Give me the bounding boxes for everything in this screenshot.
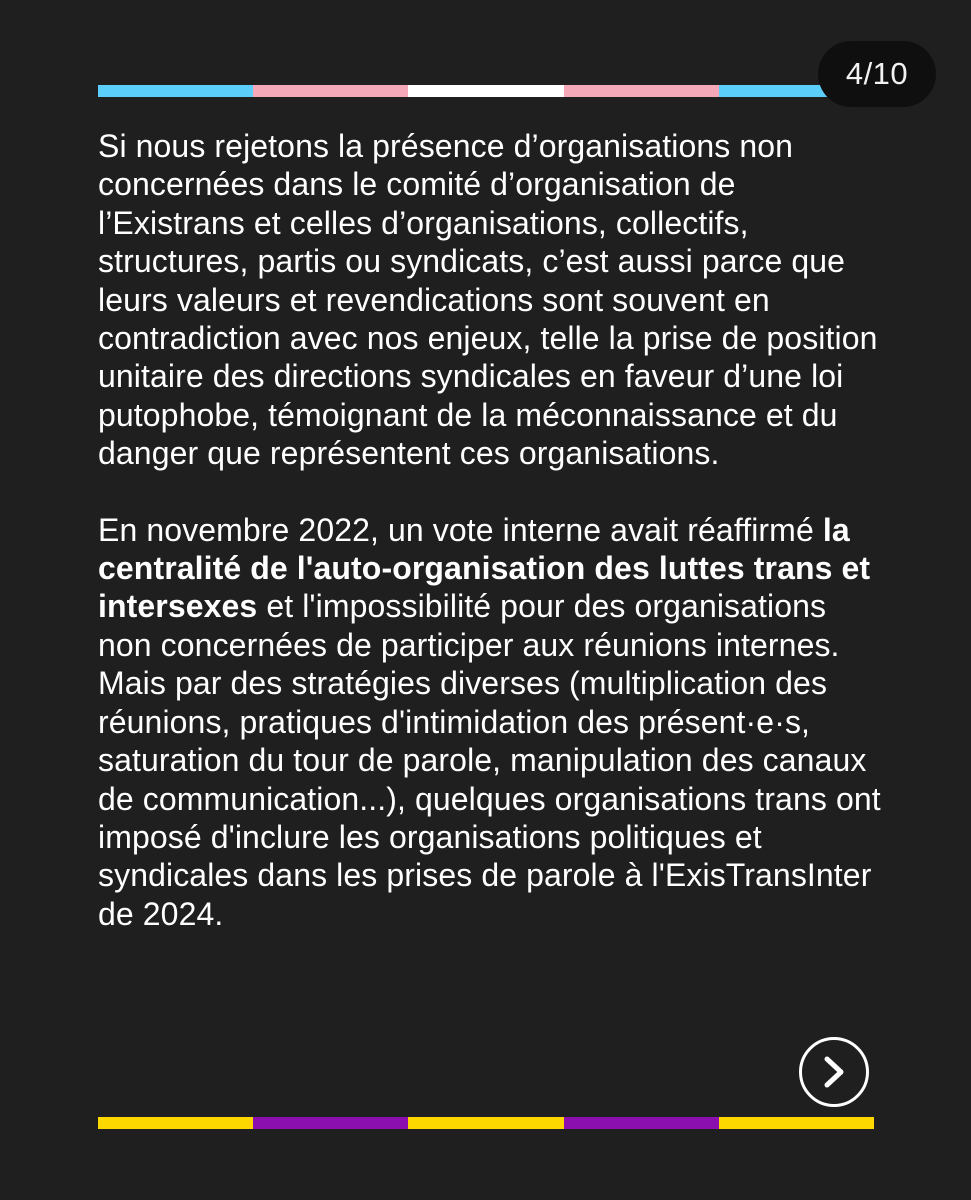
paragraph-2-emphasis: la centralité de l'auto-organisation des luttes trans et intersexes <box>98 511 871 625</box>
stripe-segment <box>408 85 563 97</box>
stripe-segment <box>98 1117 253 1129</box>
stripe-segment <box>719 1117 874 1129</box>
stripe-segment <box>98 85 253 97</box>
trans-flag-stripe-top <box>98 85 874 97</box>
intersex-stripe-bottom <box>98 1117 874 1129</box>
stripe-segment <box>408 1117 563 1129</box>
paragraph-3: Mais par des stratégies diverses (multiplication des réunions, pratiques d'intimidation des présent·e·s, saturation du tour de parole, manipulation des canaux de communication...), quelques organisations trans ont imposé d'inclure les organisations politiques et syndicales dans les prises de parole à l'ExisTransInter de 2024. <box>98 665 881 932</box>
next-slide-button[interactable] <box>799 1037 869 1107</box>
stripe-segment <box>253 85 408 97</box>
paragraph-2-intro: En novembre 2022, un vote interne avait réaffirmé <box>98 511 823 548</box>
slide-counter-label: 4/10 <box>845 56 909 91</box>
stripe-segment <box>564 85 719 97</box>
slide-counter <box>818 41 936 107</box>
paragraph-2-outro: et l'impossibilité pour des organisations non concernées de participer aux réunions internes. <box>98 588 840 663</box>
stripe-segment <box>253 1117 408 1129</box>
slide-text <box>98 127 888 933</box>
paragraph-spacer <box>98 473 888 511</box>
stripe-segment <box>564 1117 719 1129</box>
paragraph-2 <box>98 511 888 665</box>
paragraph-1: Si nous rejetons la présence d’organisations non concernées dans le comité d’organisation de l’Existrans et celles d’organisations, collectifs, structures, partis ou syndicats, c’est aussi parce que leurs valeurs et revendications sont souvent en contradiction avec nos enjeux, telle la prise de position unitaire des directions syndicales en faveur d’une loi putophobe, témoignant de la méconnaissance et du danger que représentent ces organisations. <box>98 128 878 472</box>
chevron-right-icon <box>819 1055 849 1089</box>
